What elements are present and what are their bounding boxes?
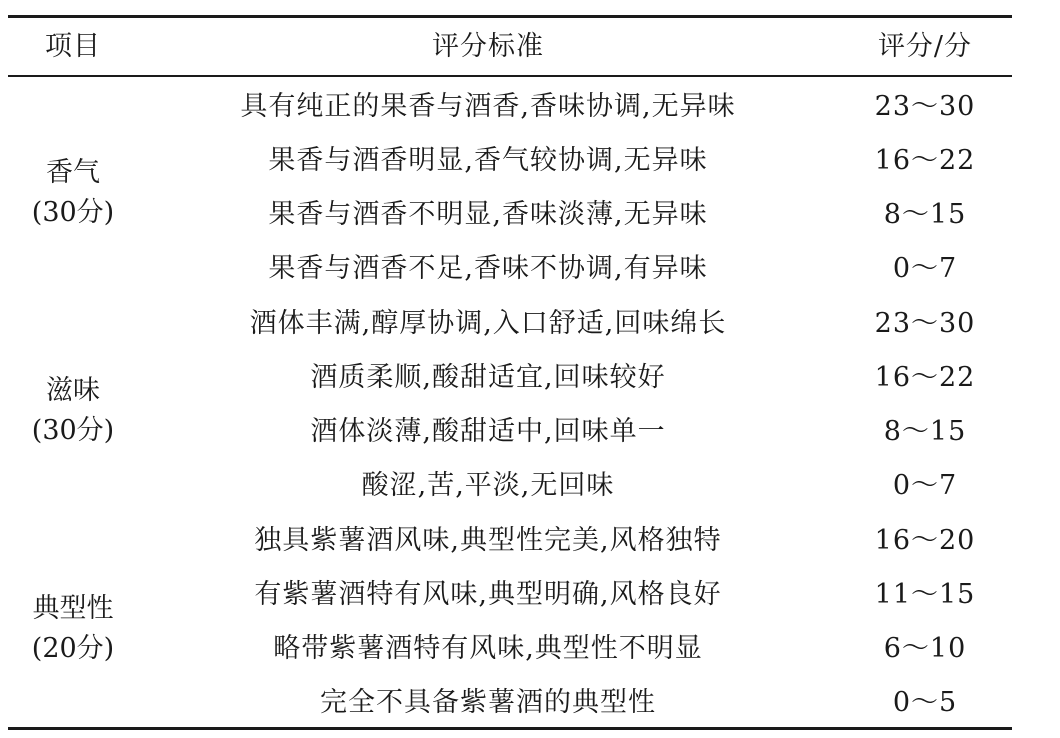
table-row-criteria: 酒质柔顺,酸甜适宜,回味较好	[310, 362, 666, 393]
table-row-score: 8～15	[883, 199, 967, 230]
table-header-rule	[8, 75, 1012, 77]
table-row-criteria: 酸涩,苦,平淡,无回味	[361, 470, 615, 501]
table-row-score: 16～22	[874, 362, 976, 393]
group-typicality-points: (20分)	[31, 633, 115, 664]
group-taste-points: (30分)	[31, 415, 115, 446]
table-row-score: 11～15	[874, 579, 976, 610]
table-row-criteria: 果香与酒香不足,香味不协调,有异味	[268, 253, 708, 284]
group-aroma-label	[8, 153, 138, 233]
group-aroma-points: (30分)	[31, 197, 115, 228]
table-row-criteria: 酒体淡薄,酸甜适中,回味单一	[310, 416, 666, 447]
table-row-criteria: 独具紫薯酒风味,典型性完美,风格独特	[254, 525, 722, 556]
table-row-score: 0～7	[892, 470, 958, 501]
header-score: 评分/分	[877, 31, 973, 62]
table-top-rule	[8, 15, 1012, 18]
table-row-score: 8～15	[883, 416, 967, 447]
group-typicality-label	[8, 589, 138, 669]
table-row-criteria: 有紫薯酒特有风味,典型明确,风格良好	[254, 579, 722, 610]
group-typicality-name: 典型性	[32, 593, 114, 624]
table-row-score: 23～30	[874, 91, 976, 122]
table-row-score: 0～5	[892, 687, 958, 718]
group-taste-name: 滋味	[46, 375, 100, 406]
table-bottom-rule	[8, 727, 1012, 730]
table-row-score: 23～30	[874, 308, 976, 339]
table-row-criteria: 略带紫薯酒特有风味,典型性不明显	[273, 633, 703, 664]
table-row-score: 6～10	[883, 633, 967, 664]
table-row-criteria: 酒体丰满,醇厚协调,入口舒适,回味绵长	[249, 308, 727, 339]
group-aroma-name: 香气	[46, 157, 100, 188]
table-row-score: 0～7	[892, 253, 958, 284]
table-row-criteria: 具有纯正的果香与酒香,香味协调,无异味	[240, 91, 736, 122]
table-row-score: 16～20	[874, 525, 976, 556]
header-criteria: 评分标准	[432, 31, 544, 62]
table-row-criteria: 完全不具备紫薯酒的典型性	[320, 687, 656, 718]
table-row-criteria: 果香与酒香不明显,香味淡薄,无异味	[268, 199, 708, 230]
group-taste-label	[8, 371, 138, 451]
table-row-criteria: 果香与酒香明显,香气较协调,无异味	[268, 145, 708, 176]
header-item: 项目	[45, 31, 101, 62]
table-row-score: 16～22	[874, 145, 976, 176]
